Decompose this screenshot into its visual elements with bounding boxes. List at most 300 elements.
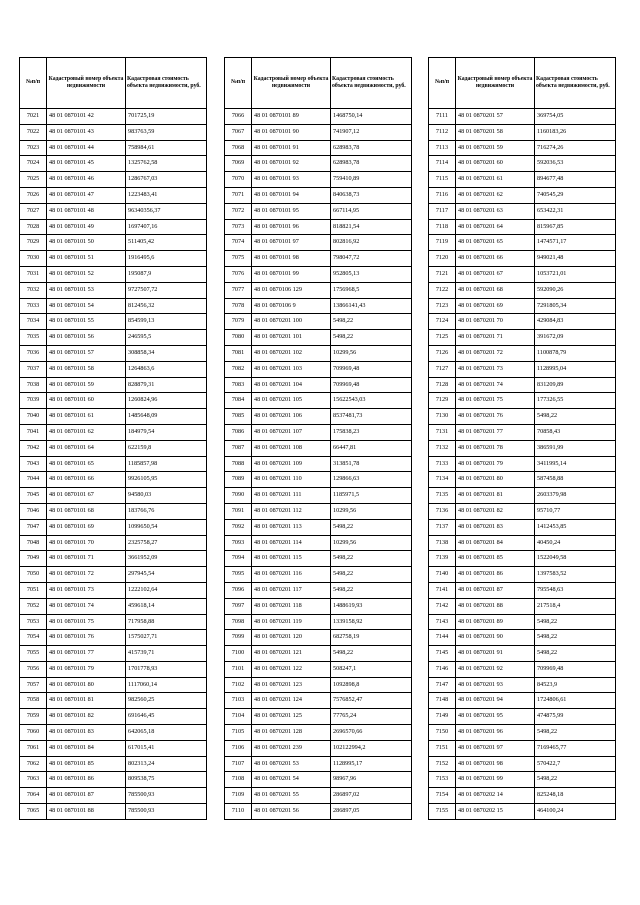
cadastral-number: 48 01 0870202 14 [456,788,535,804]
table-row [225,582,412,598]
row-number: 7082 [225,361,252,377]
cadastral-value: 628983,78 [331,156,412,172]
table-row [225,235,412,251]
cadastral-value: 459618,14 [126,598,207,614]
cadastral-value: 13866141,43 [331,298,412,314]
table-row [225,551,412,567]
cadastral-number: 48 01 0870201 68 [456,282,535,298]
cadastral-value: 1325762,58 [126,156,207,172]
cadastral-number: 48 01 0870101 85 [47,756,126,772]
row-number: 7040 [20,409,47,425]
row-number: 7135 [429,488,456,504]
row-number: 7029 [20,235,47,251]
table-row [429,251,616,267]
cadastral-number: 48 01 0870201 108 [252,440,331,456]
cadastral-value: 308858,34 [126,345,207,361]
row-number: 7102 [225,677,252,693]
cadastral-number: 48 01 0870201 91 [456,646,535,662]
row-number: 7023 [20,140,47,156]
cadastral-number: 48 01 0870201 124 [252,693,331,709]
cadastral-table-3 [428,57,616,820]
row-number: 7130 [429,409,456,425]
cadastral-value: 1128995,17 [331,756,412,772]
cadastral-number: 48 01 0870101 97 [252,235,331,251]
row-number: 7036 [20,345,47,361]
cadastral-number: 48 01 0870201 82 [456,503,535,519]
cadastral-value: 217518,4 [535,598,616,614]
cadastral-value: 642065,18 [126,725,207,741]
header-number: №п/п [225,58,252,109]
row-number: 7026 [20,187,47,203]
row-number: 7098 [225,614,252,630]
table-row [20,646,207,662]
header-cadastral-number: Кадастровый номер объекта недвижимости [252,58,331,109]
table-row [429,156,616,172]
row-number: 7087 [225,440,252,456]
cadastral-value: 1128995,04 [535,361,616,377]
table-row [225,187,412,203]
table-row [20,109,207,125]
row-number: 7042 [20,440,47,456]
cadastral-number: 48 01 0870101 87 [47,788,126,804]
table-row [429,393,616,409]
cadastral-value: 1756968,5 [331,282,412,298]
table-row [20,409,207,425]
table-row [20,630,207,646]
table-row [20,330,207,346]
row-number: 7074 [225,235,252,251]
header-row [20,58,207,109]
cadastral-number: 48 01 0870201 80 [456,472,535,488]
table-row [20,661,207,677]
row-number: 7128 [429,377,456,393]
table-row [429,788,616,804]
row-number: 7150 [429,725,456,741]
row-number: 7154 [429,788,456,804]
row-number: 7146 [429,661,456,677]
table-row [429,709,616,725]
cadastral-value: 175838,23 [331,424,412,440]
cadastral-number: 48 01 0870101 68 [47,503,126,519]
table-row [20,598,207,614]
table-row [429,503,616,519]
cadastral-number: 48 01 0870201 116 [252,567,331,583]
header-cadastral-value: Кадастровая стоимость объекта недвижимости, руб. [535,58,616,109]
table-row [429,124,616,140]
table-row [225,124,412,140]
cadastral-value: 617015,41 [126,740,207,756]
cadastral-value: 682758,19 [331,630,412,646]
cadastral-number: 48 01 0870201 77 [456,424,535,440]
table-row [225,109,412,125]
cadastral-number: 48 01 0870101 44 [47,140,126,156]
cadastral-number: 48 01 0870201 89 [456,614,535,630]
cadastral-number: 48 01 0870106 129 [252,282,331,298]
table-row [20,551,207,567]
cadastral-number: 48 01 0870201 66 [456,251,535,267]
table-row [225,740,412,756]
cadastral-number: 48 01 0870101 70 [47,535,126,551]
cadastral-number: 48 01 0870201 114 [252,535,331,551]
table-row [429,345,616,361]
cadastral-number: 48 01 0870101 49 [47,219,126,235]
cadastral-value: 795548,63 [535,582,616,598]
row-number: 7108 [225,772,252,788]
row-number: 7104 [225,709,252,725]
table-row [225,203,412,219]
table-row [429,661,616,677]
row-number: 7116 [429,187,456,203]
row-number: 7093 [225,535,252,551]
cadastral-value: 587458,88 [535,472,616,488]
cadastral-number: 48 01 0870101 54 [47,298,126,314]
cadastral-number: 48 01 0870101 46 [47,172,126,188]
table-row [429,630,616,646]
cadastral-number: 48 01 0870101 60 [47,393,126,409]
cadastral-number: 48 01 0870201 76 [456,409,535,425]
cadastral-value: 474875,99 [535,709,616,725]
cadastral-value: 1488619,93 [331,598,412,614]
row-number: 7131 [429,424,456,440]
cadastral-value: 1223483,41 [126,187,207,203]
cadastral-value: 195087,9 [126,266,207,282]
row-number: 7031 [20,266,47,282]
table-row [20,172,207,188]
table-row [20,614,207,630]
row-number: 7089 [225,472,252,488]
cadastral-value: 129866,63 [331,472,412,488]
cadastral-value: 9926105,95 [126,472,207,488]
cadastral-number: 48 01 0870201 62 [456,187,535,203]
table-row [225,598,412,614]
table-row [429,598,616,614]
cadastral-value: 1053721,01 [535,266,616,282]
cadastral-value: 183766,76 [126,503,207,519]
cadastral-value: 5498,22 [535,772,616,788]
cadastral-value: 1724806,61 [535,693,616,709]
cadastral-value: 1412453,85 [535,519,616,535]
table-row [225,756,412,772]
table-row [20,472,207,488]
cadastral-number: 48 01 0870101 79 [47,661,126,677]
cadastral-number: 48 01 0870101 95 [252,203,331,219]
cadastral-number: 48 01 0870201 54 [252,772,331,788]
row-number: 7109 [225,788,252,804]
table-row [429,424,616,440]
cadastral-value: 831209,89 [535,377,616,393]
cadastral-number: 48 01 0870201 111 [252,488,331,504]
cadastral-number: 48 01 0870101 43 [47,124,126,140]
cadastral-value: 691646,45 [126,709,207,725]
cadastral-number: 48 01 0870201 58 [456,124,535,140]
row-number: 7041 [20,424,47,440]
cadastral-value: 70858,43 [535,424,616,440]
table-row [429,187,616,203]
cadastral-value: 1092898,8 [331,677,412,693]
cadastral-number: 48 01 0870101 48 [47,203,126,219]
table-row [225,472,412,488]
table-row [20,282,207,298]
table-row [225,251,412,267]
row-number: 7034 [20,314,47,330]
row-number: 7120 [429,251,456,267]
cadastral-number: 48 01 0870101 82 [47,709,126,725]
cadastral-value: 5498,22 [535,614,616,630]
row-number: 7091 [225,503,252,519]
cadastral-number: 48 01 0870201 56 [252,804,331,820]
cadastral-value: 570422,7 [535,756,616,772]
table-row [429,804,616,820]
cadastral-number: 48 01 0870101 94 [252,187,331,203]
cadastral-value: 1701778,93 [126,661,207,677]
table-row [20,535,207,551]
cadastral-number: 48 01 0870101 47 [47,187,126,203]
row-number: 7155 [429,804,456,820]
row-number: 7121 [429,266,456,282]
table-row [225,345,412,361]
header-cadastral-value: Кадастровая стоимость объекта недвижимости, руб. [126,58,207,109]
cadastral-value: 5498,22 [331,330,412,346]
cadastral-value: 1397583,52 [535,567,616,583]
row-number: 7133 [429,456,456,472]
row-number: 7024 [20,156,47,172]
cadastral-number: 48 01 0870201 105 [252,393,331,409]
cadastral-value: 982560,25 [126,693,207,709]
row-number: 7129 [429,393,456,409]
row-number: 7022 [20,124,47,140]
cadastral-number: 48 01 0870201 63 [456,203,535,219]
cadastral-value: 667114,95 [331,203,412,219]
row-number: 7113 [429,140,456,156]
cadastral-value: 429084,83 [535,314,616,330]
table-row [20,709,207,725]
table-row [20,519,207,535]
row-number: 7030 [20,251,47,267]
cadastral-number: 48 01 0870101 89 [252,109,331,125]
cadastral-value: 84523,9 [535,677,616,693]
row-number: 7126 [429,345,456,361]
cadastral-number: 48 01 0870101 69 [47,519,126,535]
row-number: 7028 [20,219,47,235]
cadastral-number: 48 01 0870101 88 [47,804,126,820]
row-number: 7094 [225,551,252,567]
cadastral-number: 48 01 0870201 53 [252,756,331,772]
table-row [20,788,207,804]
cadastral-number: 48 01 0870201 107 [252,424,331,440]
cadastral-number: 48 01 0870101 81 [47,693,126,709]
cadastral-value: 1485648,09 [126,409,207,425]
table-row [225,282,412,298]
cadastral-value: 628983,78 [331,140,412,156]
cadastral-number: 48 01 0870201 67 [456,266,535,282]
cadastral-number: 48 01 0870201 104 [252,377,331,393]
table-row [20,298,207,314]
cadastral-number: 48 01 0870101 64 [47,440,126,456]
cadastral-value: 464100,24 [535,804,616,820]
cadastral-number: 48 01 0870101 75 [47,614,126,630]
table-row [429,298,616,314]
cadastral-number: 48 01 0870101 90 [252,124,331,140]
cadastral-value: 785500,93 [126,788,207,804]
cadastral-number: 48 01 0870201 93 [456,677,535,693]
cadastral-value: 7169465,77 [535,740,616,756]
table-row [225,646,412,662]
row-number: 7153 [429,772,456,788]
row-number: 7100 [225,646,252,662]
cadastral-number: 48 01 0870201 125 [252,709,331,725]
cadastral-value: 952805,13 [331,266,412,282]
cadastral-value: 95710,77 [535,503,616,519]
cadastral-value: 286897,02 [331,788,412,804]
row-number: 7038 [20,377,47,393]
table-row [20,503,207,519]
table-row [225,314,412,330]
cadastral-number: 48 01 0870201 99 [456,772,535,788]
cadastral-value: 508247,1 [331,661,412,677]
cadastral-number: 48 01 0870101 55 [47,314,126,330]
row-number: 7085 [225,409,252,425]
row-number: 7025 [20,172,47,188]
row-number: 7037 [20,361,47,377]
row-number: 7021 [20,109,47,125]
cadastral-number: 48 01 0870201 88 [456,598,535,614]
table-row [225,393,412,409]
row-number: 7053 [20,614,47,630]
row-number: 7119 [429,235,456,251]
cadastral-number: 48 01 0870201 97 [456,740,535,756]
row-number: 7140 [429,567,456,583]
table-row [20,677,207,693]
row-number: 7071 [225,187,252,203]
row-number: 7141 [429,582,456,598]
cadastral-number: 48 01 0870201 83 [456,519,535,535]
row-number: 7090 [225,488,252,504]
row-number: 7070 [225,172,252,188]
row-number: 7049 [20,551,47,567]
cadastral-value: 8537481,73 [331,409,412,425]
cadastral-value: 5498,22 [331,582,412,598]
row-number: 7079 [225,314,252,330]
cadastral-value: 758984,61 [126,140,207,156]
cadastral-value: 828879,31 [126,377,207,393]
row-number: 7033 [20,298,47,314]
cadastral-value: 1160183,26 [535,124,616,140]
cadastral-value: 98967,96 [331,772,412,788]
table-row [20,314,207,330]
cadastral-number: 48 01 0870101 58 [47,361,126,377]
header-cadastral-value: Кадастровая стоимость объекта недвижимости, руб. [331,58,412,109]
cadastral-number: 48 01 0870201 117 [252,582,331,598]
table-row [225,377,412,393]
cadastral-number: 48 01 0870201 75 [456,393,535,409]
cadastral-value: 10299,56 [331,345,412,361]
table-row [20,756,207,772]
cadastral-number: 48 01 0870101 42 [47,109,126,125]
cadastral-number: 48 01 0870201 98 [456,756,535,772]
cadastral-number: 48 01 0870201 239 [252,740,331,756]
table-row [225,804,412,820]
table-row [225,709,412,725]
cadastral-number: 48 01 0870201 102 [252,345,331,361]
table-row [20,361,207,377]
table-row [225,693,412,709]
row-number: 7132 [429,440,456,456]
cadastral-number: 48 01 0870101 91 [252,140,331,156]
cadastral-number: 48 01 0870201 110 [252,472,331,488]
cadastral-value: 1185857,98 [126,456,207,472]
cadastral-value: 717958,88 [126,614,207,630]
row-number: 7103 [225,693,252,709]
cadastral-number: 48 01 0870201 72 [456,345,535,361]
cadastral-value: 313851,78 [331,456,412,472]
cadastral-number: 48 01 0870101 52 [47,266,126,282]
row-number: 7043 [20,456,47,472]
cadastral-value: 5498,22 [331,519,412,535]
table-row [429,567,616,583]
table-row [429,551,616,567]
table-row [225,361,412,377]
cadastral-value: 369754,05 [535,109,616,125]
table-row [20,772,207,788]
cadastral-number: 48 01 0870201 118 [252,598,331,614]
header-number: №п/п [429,58,456,109]
row-number: 7086 [225,424,252,440]
cadastral-value: 2325758,27 [126,535,207,551]
cadastral-value: 741907,12 [331,124,412,140]
cadastral-value: 391672,09 [535,330,616,346]
row-number: 7096 [225,582,252,598]
table-row [429,172,616,188]
cadastral-value: 3661952,09 [126,551,207,567]
table-row [225,266,412,282]
cadastral-value: 716274,26 [535,140,616,156]
row-number: 7122 [429,282,456,298]
row-number: 7054 [20,630,47,646]
row-number: 7065 [20,804,47,820]
cadastral-number: 48 01 0870201 90 [456,630,535,646]
table-row [225,298,412,314]
cadastral-number: 48 01 0870201 96 [456,725,535,741]
cadastral-number: 48 01 0870201 95 [456,709,535,725]
cadastral-value: 94580,03 [126,488,207,504]
table-row [429,614,616,630]
row-number: 7097 [225,598,252,614]
cadastral-value: 709969,48 [535,661,616,677]
row-number: 7061 [20,740,47,756]
table-row [225,409,412,425]
cadastral-value: 1697407,16 [126,219,207,235]
table-row [20,804,207,820]
cadastral-value: 854599,13 [126,314,207,330]
row-number: 7101 [225,661,252,677]
cadastral-value: 15622543,03 [331,393,412,409]
cadastral-value: 415739,71 [126,646,207,662]
table-row [20,251,207,267]
table-row [225,661,412,677]
row-number: 7064 [20,788,47,804]
table-row [225,535,412,551]
row-number: 7124 [429,314,456,330]
row-number: 7077 [225,282,252,298]
cadastral-number: 48 01 0870201 122 [252,661,331,677]
row-number: 7092 [225,519,252,535]
row-number: 7059 [20,709,47,725]
row-number: 7069 [225,156,252,172]
cadastral-number: 48 01 0870201 101 [252,330,331,346]
cadastral-number: 48 01 0870201 121 [252,646,331,662]
row-number: 7117 [429,203,456,219]
cadastral-value: 177326,55 [535,393,616,409]
